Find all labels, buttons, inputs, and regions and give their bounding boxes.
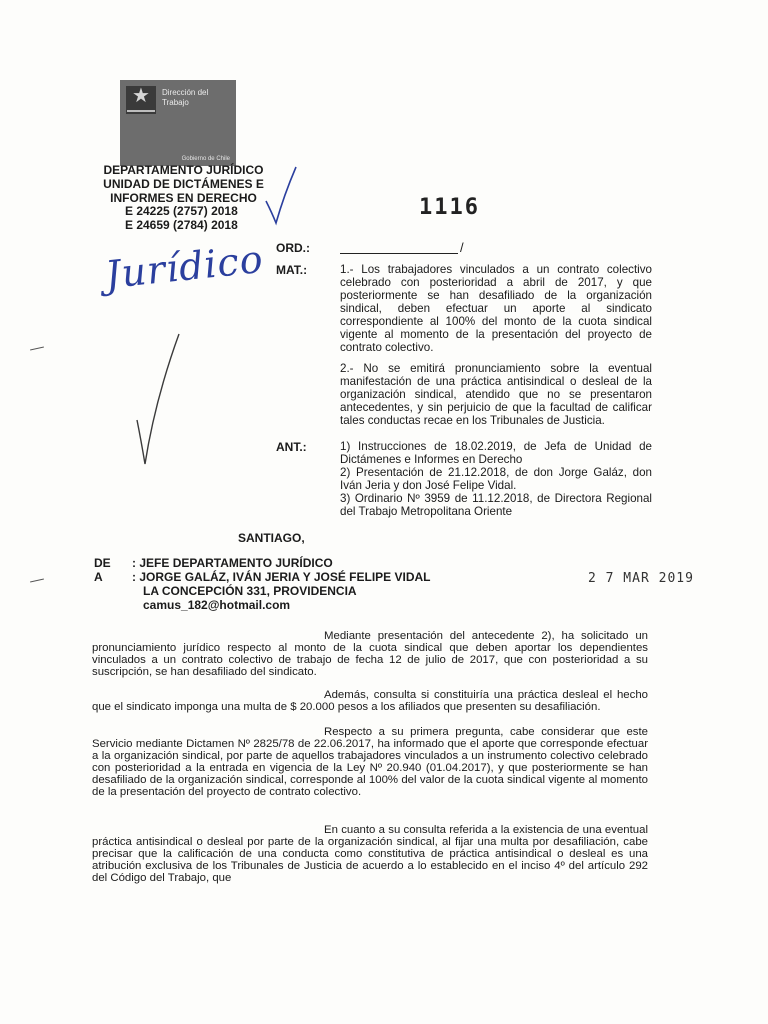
case-references (125, 204, 238, 232)
department-heading (96, 163, 271, 205)
from-value: JEFE DEPARTAMENTO JURÍDICO (139, 556, 333, 570)
mat-point-1: 1.- Los trabajadores vinculados a un contrato colectivo celebrado con posterioridad a abril de 2017, y que posteriormente se han desafiliado de la organización sindical, deben efectuar un aporte al sindicato correspondiente al 100% del monto de la cuota sindical vigente al momento de la presentación del proyecto de contrato colectivo. (340, 263, 652, 354)
dept-line-1: DEPARTAMENTO JURÍDICO (103, 163, 264, 177)
body-paragraph-3: Respecto a su primera pregunta, cabe considerar que este Servicio mediante Dictamen Nº 2825/78 de 22.06.2017, ha informado que el aporte que corresponde efectuar a la organización sindical, por parte de aquellos trabajadores vinculados a un instrumento colectivo celebrado con posterioridad a la entrada en vigencia de la Ley Nº 20.940 (01.04.2017), y que posteriormente se han desafiliado de la organización sindical, corresponde al 100% del valor de la cuota sindical vigente al momento de la presentación del proyecto de contrato colectivo. (92, 726, 648, 798)
handwritten-annotation: Jurídico (103, 236, 266, 298)
colon-2: : (132, 570, 136, 584)
to-value: JORGE GALÁZ, IVÁN JERIA Y JOSÉ FELIPE VIDAL (139, 570, 431, 584)
ant-item-2: 2) Presentación de 21.12.2018, de don Jorge Galáz, don Iván Jeria y don José Felipe Vidal. (340, 466, 652, 492)
star-icon: ★ (132, 85, 150, 107)
handwritten-check-mark-icon (262, 165, 298, 227)
de-label (94, 556, 111, 570)
ord-label: ORD.: (276, 241, 310, 255)
addressee-block (132, 556, 431, 612)
dept-line-3: INFORMES EN DERECHO (110, 191, 257, 205)
mat-label: MAT.: (276, 263, 308, 277)
case-ref-2: E 24659 (2784) 2018 (125, 218, 238, 232)
ant-item-3: 3) Ordinario Nº 3959 de 11.12.2018, de Directora Regional del Trabajo Metropolitana Oriente (340, 492, 652, 518)
from-line (132, 556, 431, 570)
ord-slash: / (460, 240, 464, 255)
from-to-labels (94, 556, 111, 584)
logo-institution-name: Dirección del Trabajo (162, 88, 209, 107)
colon-1: : (132, 556, 136, 570)
to-address: LA CONCEPCIÓN 331, PROVIDENCIA (143, 584, 357, 598)
ant-label: ANT.: (276, 440, 307, 454)
scan-mark (30, 347, 44, 351)
body-paragraph-4: En cuanto a su consulta referida a la existencia de una eventual práctica antisindical o desleal por parte de la organización sindical, al fijar una multa por desafiliación, cabe precisar que la calificación de una conducta como constitutiva de práctica antisindical o desleal es una atribución exclusiva de los Tribunales de Justicia de acuerdo a lo establecido en el inciso 4º del artículo 292 del Código del Trabajo, que (92, 824, 648, 884)
ant-item-1: 1) Instrucciones de 18.02.2019, de Jefa de Unidad de Dictámenes e Informes en Derecho (340, 440, 652, 466)
dept-line-2: UNIDAD DE DICTÁMENES E (103, 177, 264, 191)
ord-number-line (340, 253, 458, 254)
shield-icon (127, 110, 155, 122)
to-line (132, 570, 431, 584)
de-text: DE (94, 556, 111, 570)
case-ref-1: E 24225 (2757) 2018 (125, 204, 238, 218)
mat-point-2: 2.- No se emitirá pronunciamiento sobre la eventual manifestación de una práctica antisindical o desleal de la organización sindical, atendido que no se presentaron antecedentes, y sin perjuicio de que la facultad de calificar tales conductas recae en los Tribunales de Justicia. (340, 362, 652, 427)
a-text: A (94, 570, 103, 584)
a-label (94, 570, 111, 584)
body-paragraph-1: Mediante presentación del antecedente 2), ha solicitado un pronunciamiento jurídico respecto al monto de la cuota sindical que deben aportar los dependientes vinculados a un contrato colectivo de trabajo de fecha 12 de julio de 2017, que con posterioridad a su suscripción, se han desafiliado del sindicato. (92, 630, 648, 678)
ant-list (340, 440, 652, 518)
large-check-mark-icon (135, 330, 185, 470)
scan-mark (30, 579, 44, 583)
body-paragraph-2: Además, consulta si constituiría una práctica desleal el hecho que el sindicato imponga una multa de $ 20.000 pesos a los afiliados que presenten su desafiliación. (92, 689, 648, 713)
document-number-stamp: 1116 (419, 195, 480, 220)
logo-government-line: Gobierno de Chile (181, 156, 230, 162)
to-email: camus_182@hotmail.com (143, 598, 291, 612)
direccion-del-trabajo-logo (120, 80, 236, 166)
date-stamp: 2 7 MAR 2019 (588, 571, 694, 586)
city-line: SANTIAGO, (238, 531, 305, 545)
